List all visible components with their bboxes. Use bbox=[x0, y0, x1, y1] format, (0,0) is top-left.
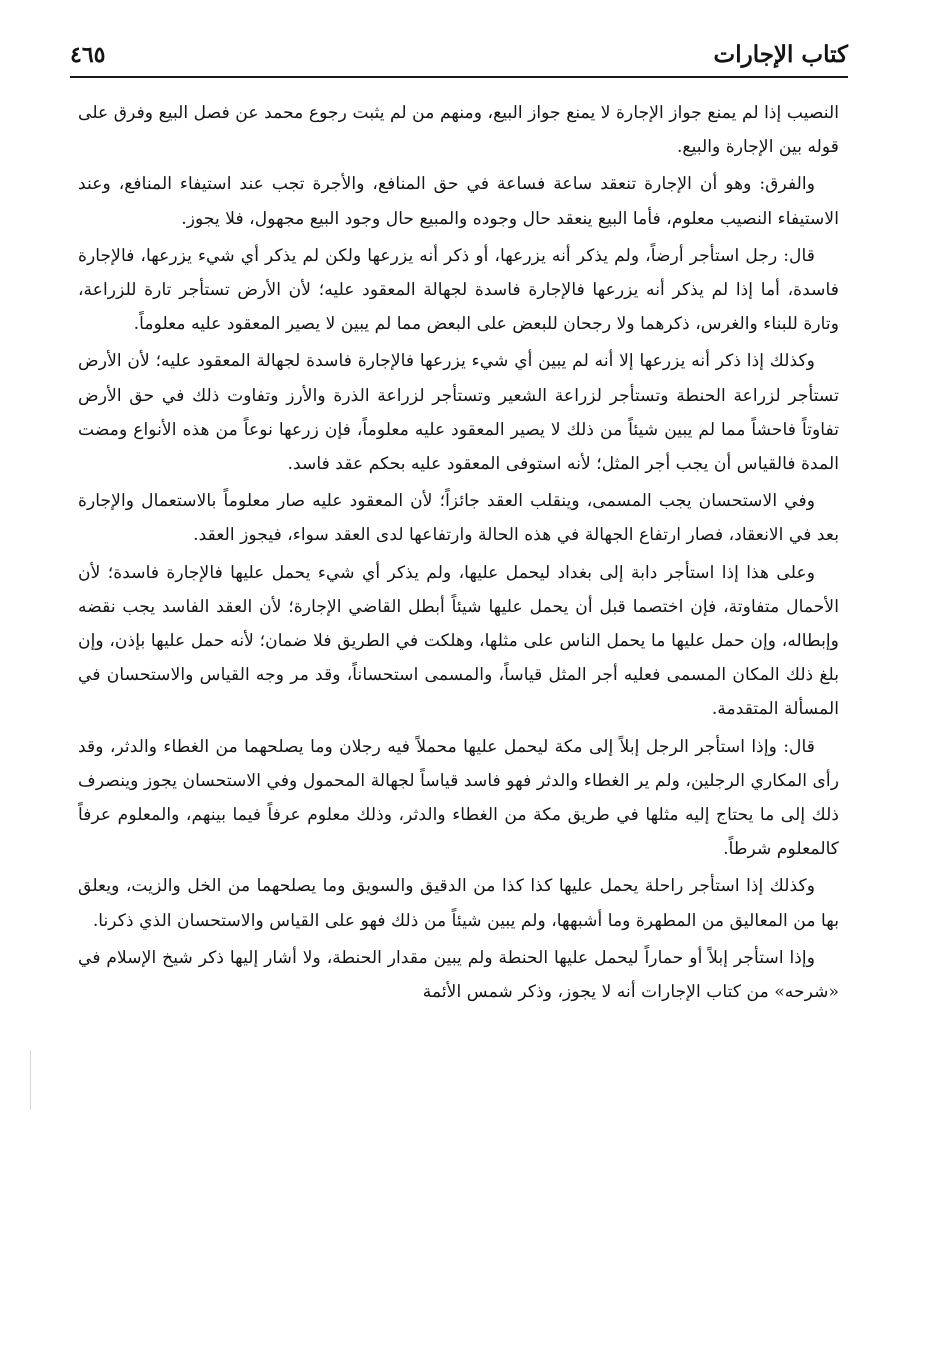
page-number: ٤٦٥ bbox=[70, 42, 106, 68]
paragraph-2: والفرق: وهو أن الإجارة تنعقد ساعة فساعة في حق المنافع، والأجرة تجب عند استيفاء المنافع، وعند الاستيفاء النصيب معلوم، فأما البيع ينعقد حال وجوده والمبيع حال وجود البيع مجهول، فلا يجوز. bbox=[78, 174, 839, 229]
paragraph-4: وكذلك إذا ذكر أنه يزرعها إلا أنه لم يبين أي شيء يزرعها فالإجارة فاسدة لجهالة المعقود عليه؛ لأن الأرض تستأجر لزراعة الحنطة وتستأجر لزراعة الشعير وتستأجر لزراعة الذرة والأرز وتفاوت ذلك في حق الأرض تفاوتاً فاحشاً مما لم يبين شيئاً من ذلك لا يصير المعقود عليه معلوماً، فإن زرعها نوعاً من هذه الأنواع ومضت المدة فالقياس أن يجب أجر المثل؛ لأنه استوفى المعقود عليه بحكم عقد فاسد. bbox=[78, 351, 839, 475]
header-rule bbox=[70, 76, 848, 78]
body-text bbox=[78, 96, 839, 1012]
running-header bbox=[70, 28, 848, 74]
paragraph-1: النصيب إذا لم يمنع جواز الإجارة لا يمنع جواز البيع، ومنهم من لم يثبت رجوع محمد عن فصل البيع وفرق على قوله بين الإجارة والبيع. bbox=[78, 103, 839, 158]
paragraph-6: وعلى هذا إذا استأجر دابة إلى بغداد ليحمل عليها، ولم يذكر أي شيء يحمل عليها فالإجارة فاسدة؛ لأن الأحمال متفاوتة، فإن اختصما قبل أن يحمل عليها شيئاً أبطل القاضي الإجارة؛ لأن العقد الفاسد يجب نقضه وإبطاله، وإن حمل عليها ما يحمل الناس على مثلها، وهلكت في الطريق فلا ضمان؛ لأنه حمل عليها بإذن، وإن بلغ ذلك المكان المسمى فعليه أجر المثل قياساً، والمسمى استحساناً، وقد مر وجه القياس والاستحسان في المسألة المتقدمة. bbox=[78, 562, 839, 720]
paragraph-8: وكذلك إذا استأجر راحلة يحمل عليها كذا كذا من الدقيق والسويق وما يصلحهما من الخل والزيت، ويعلق بها من المعاليق من المطهرة وما أشبهها، ولم يبين شيئاً من ذلك فهو على القياس والاستحسان الذي ذكرنا. bbox=[78, 876, 839, 931]
paragraph-5: وفي الاستحسان يجب المسمى، وينقلب العقد جائزاً؛ لأن المعقود عليه صار معلوماً بالاستعمال والإجارة بعد في الانعقاد، فصار ارتفاع الجهالة في هذه الحالة وارتفاعها لدى العقد سواء، فيجوز العقد. bbox=[78, 491, 839, 546]
scan-margin-mark bbox=[30, 1050, 31, 1110]
paragraph-3: قال: رجل استأجر أرضاً، ولم يذكر أنه يزرعها، أو ذكر أنه يزرعها ولكن لم يذكر أي شيء يزرعها، فالإجارة فاسدة، أما إذا لم يذكر أنه يزرعها فالإجارة فاسدة لجهالة المعقود عليه؛ لأن الأرض تستأجر تارة للزراعة، وتارة للبناء والغرس، ذكرهما ولا رجحان للبعض على البعض مما لم يبين لا يصير المعقود عليه معلوماً. bbox=[78, 245, 839, 335]
paragraph-7: قال: وإذا استأجر الرجل إبلاً إلى مكة ليحمل عليها محملاً فيه رجلان وما يصلحهما من الغطاء والدثر، وقد رأى المكاري الرجلين، ولم ير الغطاء والدثر فهو فاسد قياساً لجهالة المحمول وفي الاستحسان يجوز وينصرف ذلك إلى ما يحتاج إليه مثلها في طريق مكة من الغطاء والدثر، وذلك معلوم عرفاً فيما بينهم، والمعلوم عرفاً كالمعلوم شرطاً. bbox=[78, 736, 839, 860]
book-title: كتاب الإجارات bbox=[713, 41, 848, 68]
paragraph-9: وإذا استأجر إبلاً أو حماراً ليحمل عليها الحنطة ولم يبين مقدار الحنطة، ولا أشار إليها ذكر شيخ الإسلام في «شرحه» من كتاب الإجارات أنه لا يجوز، وذكر شمس الأئمة bbox=[78, 947, 839, 1003]
